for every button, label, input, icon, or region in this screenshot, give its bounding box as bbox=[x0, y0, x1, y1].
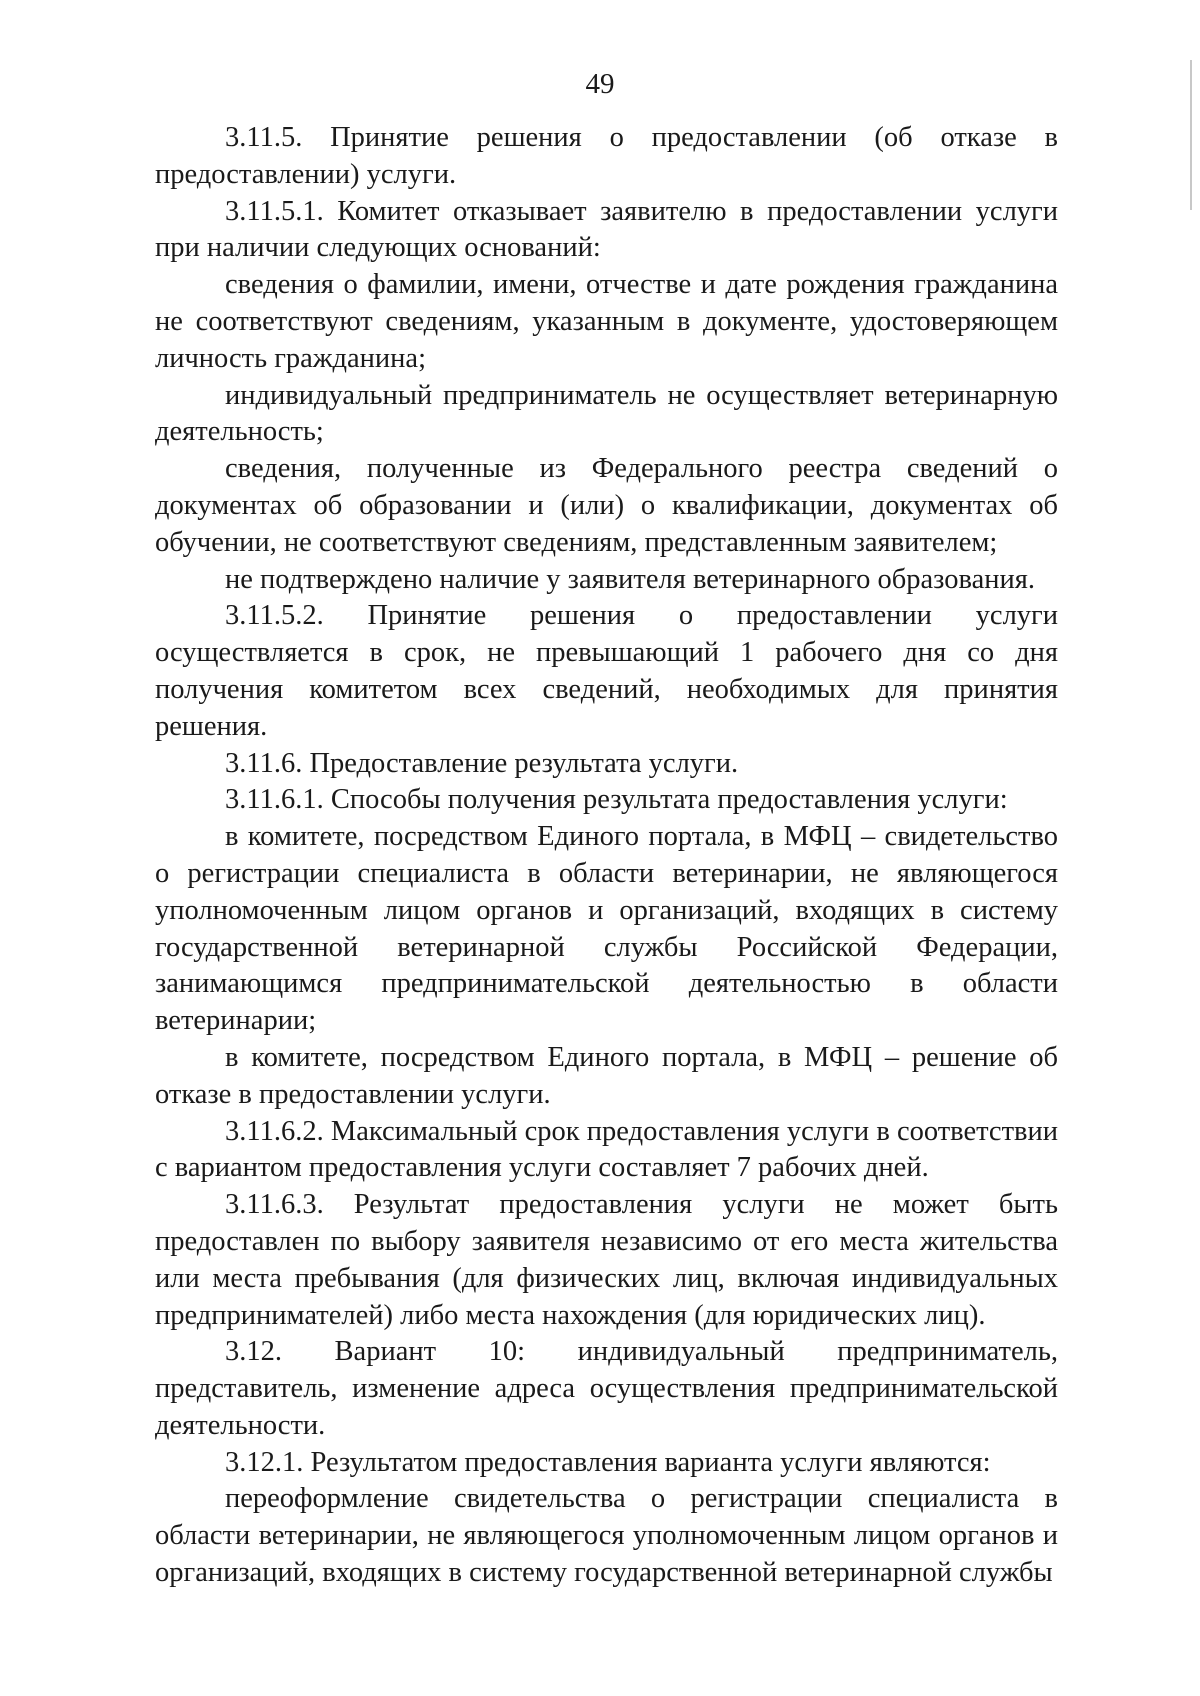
paragraph: 3.12.1. Результатом предоставления варианта услуги являются: bbox=[225, 1446, 991, 1478]
document-body bbox=[155, 120, 1058, 1592]
page-number: 49 bbox=[585, 68, 615, 100]
paragraph: 3.11.6.3. Результат предоставления услуги не может быть предоставлен по выбору заявителя независимо от его места жительства или места пребывания (для физических лиц, включая индивидуальных предпринимателей) либо места нахождения (для юридических лиц). bbox=[155, 1189, 1058, 1331]
paragraph: сведения о фамилии, имени, отчестве и дате рождения гражданина не соответствуют сведениям, указанным в документе, удостоверяющем личность гражданина; bbox=[155, 269, 1058, 374]
paragraph: не подтверждено наличие у заявителя ветеринарного образования. bbox=[225, 563, 1035, 595]
paragraph: 3.11.6. Предоставление результата услуги. bbox=[225, 747, 739, 779]
paragraph: 3.12. Вариант 10: индивидуальный предприниматель, представитель, изменение адреса осуществления предпринимательской деятельности. bbox=[155, 1336, 1058, 1441]
paragraph: 3.11.5.1. Комитет отказывает заявителю в предоставлении услуги при наличии следующих оснований: bbox=[155, 195, 1058, 264]
paragraph: 3.11.6.1. Способы получения результата предоставления услуги: bbox=[225, 784, 1008, 816]
paragraph: в комитете, посредством Единого портала, в МФЦ – свидетельство о регистрации специалиста в области ветеринарии, не являющегося уполномоченным лицом органов и организаций, входящих в систему государственной ветеринарной службы Российской Федерации, занимающимся предпринимательской деятельностью в области ветеринарии; bbox=[155, 821, 1058, 1037]
paragraph: 3.11.6.2. Максимальный срок предоставления услуги в соответствии с вариантом предоставления услуги составляет 7 рабочих дней. bbox=[155, 1115, 1058, 1184]
paragraph: 3.11.5. Принятие решения о предоставлении (об отказе в предоставлении) услуги. bbox=[155, 122, 1058, 190]
paragraph: 3.11.5.2. Принятие решения о предоставлении услуги осуществляется в срок, не превышающий 1 рабочего дня со дня получения комитетом всех сведений, необходимых для принятия решения. bbox=[155, 600, 1058, 742]
paragraph: переоформление свидетельства о регистрации специалиста в области ветеринарии, не являющегося уполномоченным лицом органов и организаций, входящих в систему государственной ветеринарной службы bbox=[155, 1483, 1058, 1589]
paragraph: в комитете, посредством Единого портала, в МФЦ – решение об отказе в предоставлении услуги. bbox=[155, 1041, 1058, 1110]
paragraph: сведения, полученные из Федерального реестра сведений о документах об образовании и (или) о квалификации, документах об обучении, не соответствуют сведениям, представленным заявителем; bbox=[155, 453, 1058, 558]
paragraph: индивидуальный предприниматель не осуществляет ветеринарную деятельность; bbox=[155, 379, 1058, 448]
